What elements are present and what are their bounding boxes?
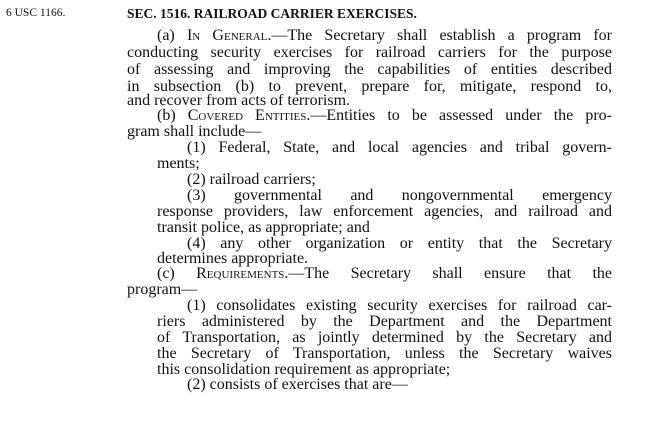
- subsection-b-line-2: gram shall include—: [127, 123, 262, 140]
- subsection-b-line-1: [157, 108, 612, 124]
- subsection-a-line-4: in subsection (b) to prevent, prepare for, mitigate, respond to,: [127, 78, 612, 95]
- paragraph-b1-line-1: (1) Federal, State, and local agencies and tribal govern-: [187, 139, 612, 156]
- subsection-a-line-5: and recover from acts of terrorism.: [127, 92, 351, 109]
- paragraph-c1-line-4: the Secretary of Transportation, unless the Secretary waives: [157, 345, 612, 362]
- subsection-c-line-2: program—: [127, 281, 198, 298]
- section-heading: SEC. 1516. RAILROAD CARRIER EXERCISES.: [127, 6, 417, 21]
- subsection-c-line-1: [157, 266, 612, 282]
- paragraph-c1-line-1: (1) consolidates existing security exercises for railroad car-: [187, 297, 612, 314]
- paragraph-b3-line-1: (3) governmental and nongovernmental emergency: [187, 187, 612, 204]
- subsection-c-number: (c): [157, 265, 197, 282]
- paragraph-c1-line-2: riers administered by the Department and the Department: [157, 313, 612, 330]
- subsection-a-number: (a): [157, 27, 187, 44]
- subsection-b-number: (b): [157, 107, 188, 124]
- subsection-a-text: .—The Secretary shall establish a program for: [267, 27, 612, 44]
- subsection-b-heading: Covered Entities: [187, 107, 307, 124]
- subsection-a-line-3: of assessing and improving the capabilities of entities described: [127, 61, 612, 78]
- subsection-c-text: .—The Secretary shall ensure that the: [284, 265, 612, 282]
- subsection-a-line-2: conducting security exercises for railroad carriers for the purpose: [127, 44, 612, 61]
- paragraph-c1-line-5: this consolidation requirement as appropriate;: [157, 361, 451, 378]
- subsection-a-line-1: [157, 28, 612, 44]
- paragraph-b3-line-2: response providers, law enforcement agencies, and railroad and: [157, 203, 612, 220]
- margin-citation: 6 USC 1166.: [6, 7, 66, 19]
- paragraph-c1-line-3: of Transportation, as jointly determined by the Secretary and: [157, 329, 612, 346]
- subsection-c-heading: Requirements: [196, 265, 285, 282]
- paragraph-b1-line-2: ments;: [157, 155, 200, 172]
- paragraph-b4-line-1: (4) any other organization or entity that the Secretary: [187, 235, 612, 252]
- paragraph-b3-line-3: transit police, as appropriate; and: [157, 219, 370, 236]
- paragraph-b2-line-1: (2) railroad carriers;: [187, 171, 316, 188]
- subsection-b-text: .—Entities to be assessed under the pro-: [306, 107, 612, 124]
- paragraph-c2-line-1: (2) consists of exercises that are—: [187, 376, 408, 393]
- paragraph-b4-line-2: determines appropriate.: [157, 250, 309, 267]
- subsection-a-heading: In General: [186, 27, 268, 44]
